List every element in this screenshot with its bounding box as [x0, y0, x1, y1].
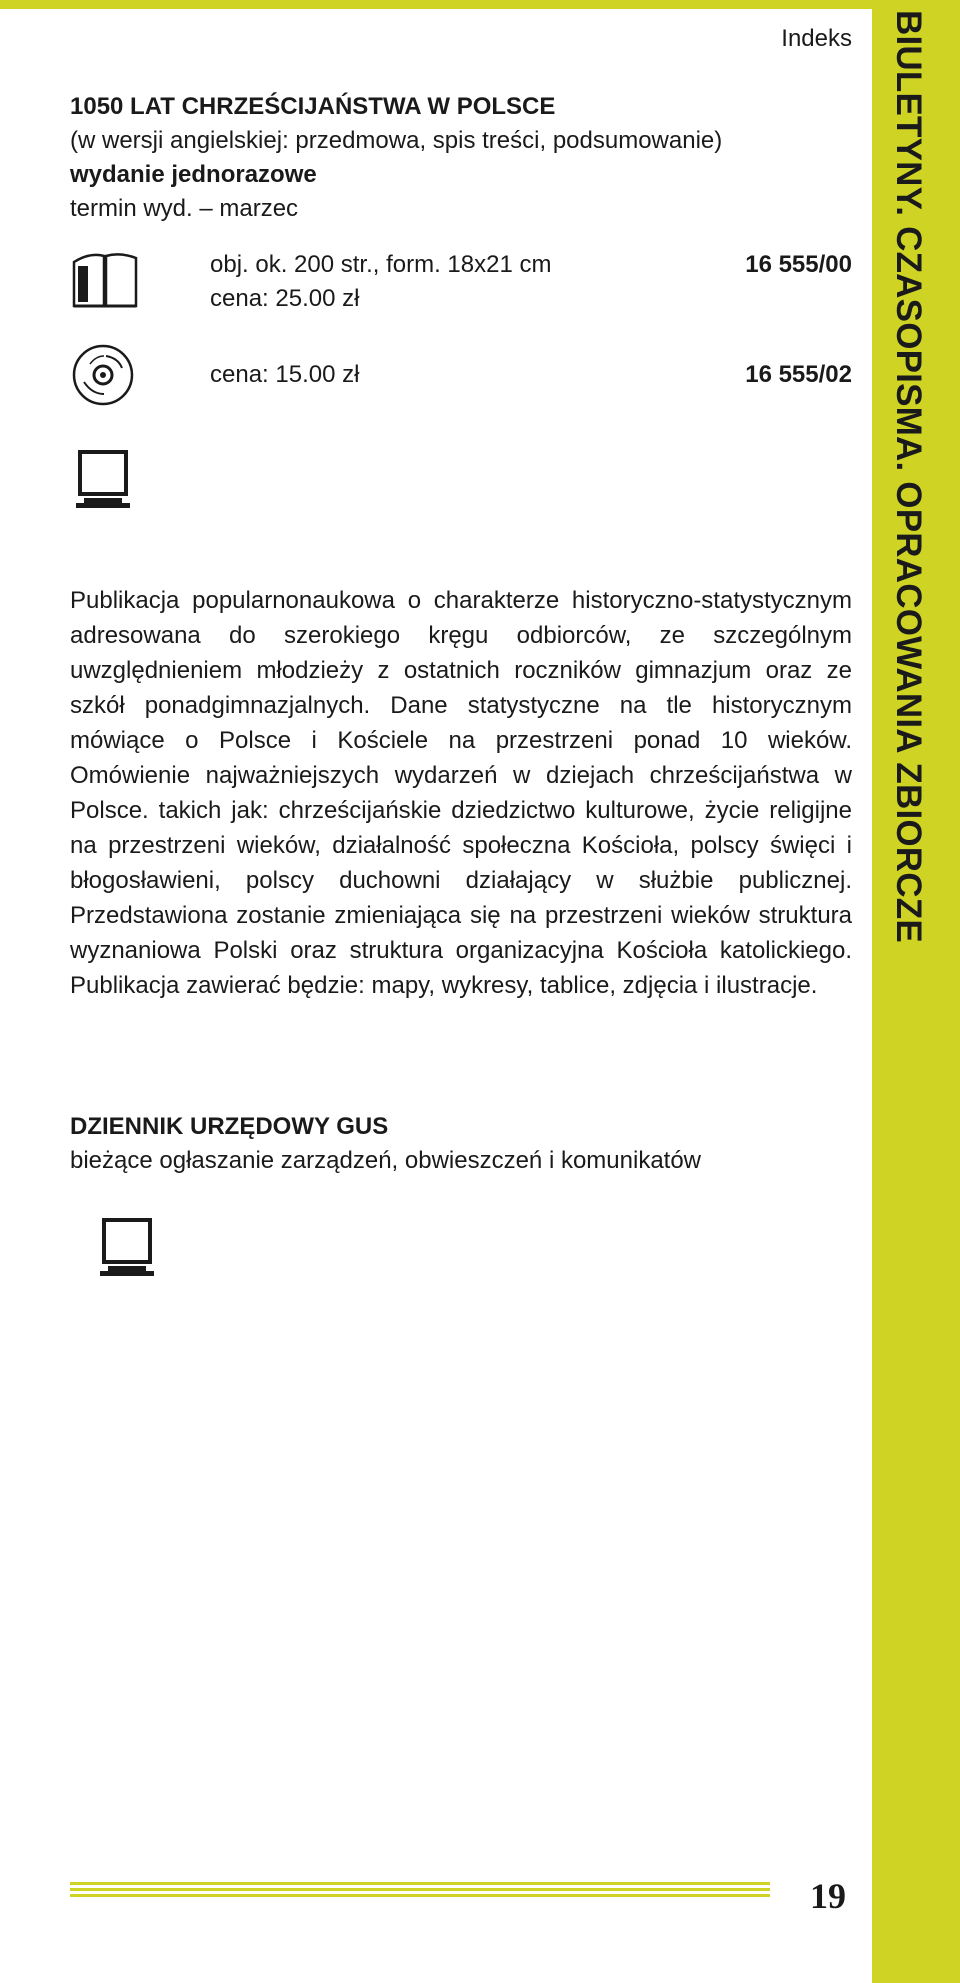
- cd-price: cena: 15.00 zł: [210, 361, 360, 388]
- publication-1050-lat: [70, 90, 852, 528]
- page-number: 19: [810, 1876, 846, 1916]
- publication-title: DZIENNIK URZĘDOWY GUS: [70, 1113, 389, 1140]
- monitor-icon: [94, 1216, 160, 1290]
- footer-rule: [70, 1888, 770, 1891]
- print-code: 16 555/00: [745, 251, 852, 278]
- publication-title: 1050 LAT CHRZEŚCIJAŃSTWA W POLSCE: [70, 93, 556, 120]
- publication-subtitle: bieżące ogłaszanie zarządzeń, obwieszczeń i komunikatów: [70, 1147, 702, 1174]
- print-price: cena: 25.00 zł: [210, 285, 360, 312]
- online-edition-entry: [70, 1216, 852, 1286]
- publication-description: Publikacja popularnonaukowa o charakterze historyczno-statystycznym adresowana do szerokiego kręgu odbiorców, ze szczególnym uwzględnieniem młodzieży z ostatnich roczników gimnazjum oraz ze szkół ponadgimnazjalnych. Dane statystyczne na tle historycznym mówiące o Polsce i Kościele na przestrzeni ponad 10 wieków. Omówienie najważniejszych wydarzeń w dziejach chrześcijaństwa w Polsce. takich jak: chrześcijańskie dziedzictwo kulturowe, życie religijne na przestrzeni wieków, działalność społeczna Kościoła, polscy święci i błogosławieni, polscy duchowni działający w służbie publicznej. Przedstawiona zostanie zmieniająca się na przestrzeni wieków struktura wyznaniowa Polski oraz struktura organizacyjna Kościoła katolickiego. Publikacja zawierać będzie: mapy, wykresy, tablice, zdjęcia i ilustracje.: [70, 587, 852, 999]
- footer-rules: [70, 1882, 770, 1900]
- publication-dziennik-urzedowy: [70, 1110, 852, 1286]
- footer-rule: [70, 1882, 770, 1885]
- cd-edition-entry: [70, 348, 852, 448]
- publication-subtitle: (w wersji angielskiej: przedmowa, spis treści, podsumowanie): [70, 127, 723, 154]
- footer-rule: [70, 1894, 770, 1897]
- cd-icon: [70, 342, 136, 418]
- running-header: Indeks: [781, 25, 852, 52]
- online-edition-entry: [70, 448, 852, 528]
- publication-release: termin wyd. – marzec: [70, 195, 299, 222]
- publication-edition: wydanie jednorazowe: [70, 161, 317, 188]
- top-accent-band: [0, 0, 960, 9]
- section-side-title: BIULETYNY. CZASOPISMA. OPRACOWANIA ZBIORCZE: [889, 10, 928, 943]
- print-details: obj. ok. 200 str., form. 18x21 cm: [210, 251, 552, 278]
- cd-code: 16 555/02: [745, 361, 852, 388]
- monitor-icon: [70, 448, 136, 522]
- book-icon: [70, 250, 140, 322]
- print-edition-entry: [70, 248, 852, 348]
